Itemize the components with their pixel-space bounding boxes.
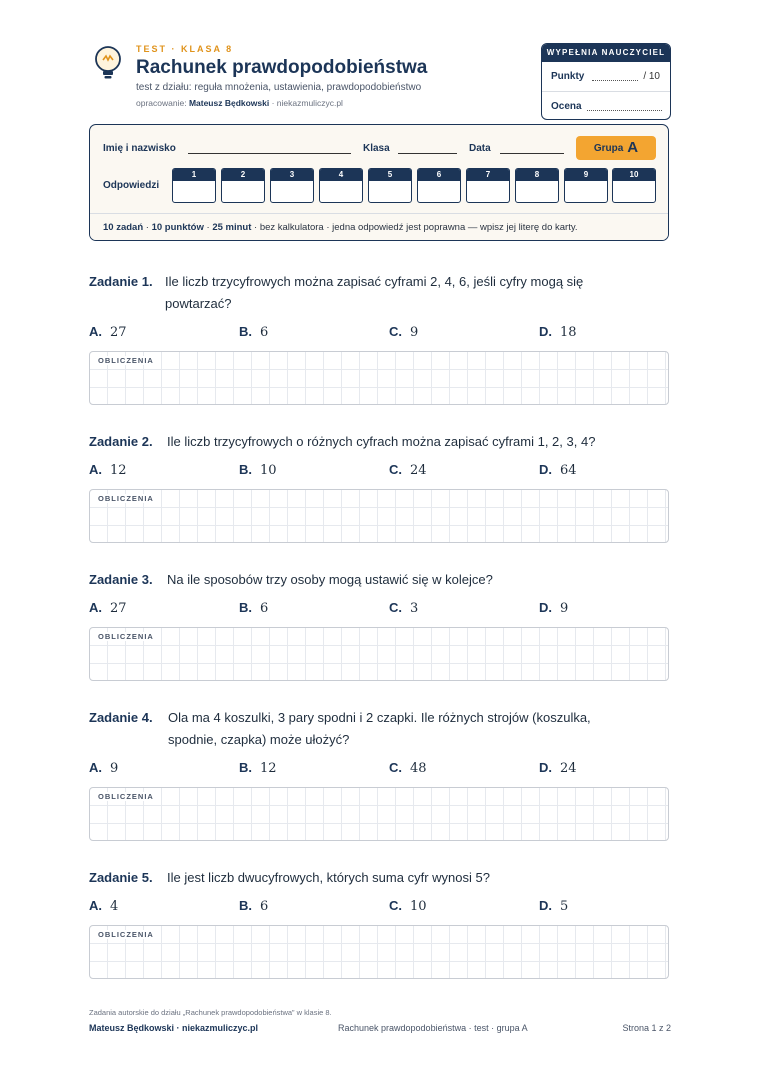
calc-label: OBLICZENIA: [98, 792, 154, 801]
task-text: Ile liczb trzycyfrowych o różnych cyfrach można zapisać cyframi 1, 2, 3, 4?: [167, 434, 596, 449]
option-letter: D.: [539, 324, 552, 339]
option-d[interactable]: [539, 600, 568, 616]
option-d[interactable]: [539, 898, 568, 914]
group-badge: [576, 136, 656, 160]
option-value: 64: [560, 463, 577, 478]
calculation-area[interactable]: [89, 627, 669, 681]
footer-note: Zadania autorskie do działu „Rachunek prawdopodobieństwa” w klasie 8.: [89, 1008, 332, 1017]
points-field[interactable]: [592, 80, 638, 81]
task-text: Ile jest liczb dwucyfrowych, których suma cyfr wynosi 5?: [167, 870, 490, 885]
date-field[interactable]: [500, 153, 564, 154]
option-c[interactable]: [389, 462, 427, 478]
option-value: 24: [410, 463, 427, 478]
page-subtitle: test z działu: reguła mnożenia, ustawienia, prawdopodobieństwo: [136, 82, 422, 93]
option-a[interactable]: [89, 600, 127, 616]
author-name: Mateusz Będkowski: [188, 98, 270, 108]
class-label: Klasa: [363, 143, 390, 154]
answer-number: 2: [222, 169, 264, 181]
option-letter: B.: [239, 324, 252, 339]
option-value: 48: [410, 761, 427, 776]
option-value: 6: [260, 899, 269, 914]
calc-label: OBLICZENIA: [98, 930, 154, 939]
option-value: 6: [260, 325, 269, 340]
class-field[interactable]: [398, 153, 457, 154]
answer-number: 3: [271, 169, 313, 181]
author-line: [136, 98, 343, 108]
calculation-area[interactable]: [89, 925, 669, 979]
option-letter: C.: [389, 760, 402, 775]
task-label: Zadanie 2.: [89, 434, 153, 449]
author-prefix: opracowanie:: [136, 98, 187, 108]
calc-label: OBLICZENIA: [98, 632, 154, 641]
page-title: Rachunek prawdopodobieństwa: [136, 57, 428, 78]
calculation-area[interactable]: [89, 787, 669, 841]
option-value: 9: [410, 325, 419, 340]
option-b[interactable]: [239, 760, 277, 776]
test-info: 10 zadań · 10 punktów · 25 minut · bez kalkulatora · jedna odpowiedź jest poprawna — wpisz jej literę do karty.: [90, 213, 668, 241]
option-a[interactable]: [89, 324, 127, 340]
option-letter: A.: [89, 898, 102, 913]
option-letter: A.: [89, 324, 102, 339]
info-tasks: 10 zadań: [103, 222, 144, 233]
option-value: 4: [110, 899, 119, 914]
test-kicker: TEST · KLASA 8: [136, 44, 234, 54]
option-b[interactable]: [239, 600, 268, 616]
option-value: 24: [560, 761, 577, 776]
option-letter: A.: [89, 462, 102, 477]
footer-title: Rachunek prawdopodobieństwa · test · grupa A: [338, 1023, 528, 1033]
calculation-area[interactable]: [89, 489, 669, 543]
grade-field[interactable]: [587, 110, 662, 111]
option-value: 9: [560, 601, 569, 616]
group-label: Grupa: [593, 143, 624, 154]
task-label: Zadanie 5.: [89, 870, 153, 885]
option-c[interactable]: [389, 898, 427, 914]
answer-number: 1: [173, 169, 215, 181]
info-points: 10 punktów: [151, 222, 204, 233]
name-label: Imię i nazwisko: [103, 143, 176, 154]
option-value: 12: [260, 761, 277, 776]
answer-box-4[interactable]: [319, 168, 363, 203]
option-letter: B.: [239, 760, 252, 775]
answer-number: 6: [418, 169, 460, 181]
answer-box-9[interactable]: [564, 168, 608, 203]
option-letter: A.: [89, 600, 102, 615]
answer-box-7[interactable]: [466, 168, 510, 203]
option-b[interactable]: [239, 462, 277, 478]
group-letter: A: [627, 139, 639, 156]
task-label: Zadanie 4.: [89, 710, 153, 725]
option-b[interactable]: [239, 898, 268, 914]
option-c[interactable]: [389, 600, 418, 616]
teacher-box-heading: WYPEŁNIA NAUCZYCIEL: [542, 44, 670, 62]
calc-label: OBLICZENIA: [98, 494, 154, 503]
option-value: 9: [110, 761, 119, 776]
option-letter: B.: [239, 600, 252, 615]
task-label: Zadanie 3.: [89, 572, 153, 587]
task-label: Zadanie 1.: [89, 274, 153, 289]
answer-box-2[interactable]: [221, 168, 265, 203]
option-letter: C.: [389, 324, 402, 339]
option-value: 27: [110, 325, 127, 340]
author-site: · niekazmuliczyc.pl: [269, 98, 343, 108]
option-letter: B.: [239, 462, 252, 477]
grade-label: Ocena: [551, 101, 582, 112]
option-value: 3: [410, 601, 419, 616]
answer-number: 7: [467, 169, 509, 181]
option-b[interactable]: [239, 324, 268, 340]
option-letter: D.: [539, 898, 552, 913]
option-a[interactable]: [89, 898, 118, 914]
option-value: 18: [560, 325, 577, 340]
answer-box-1[interactable]: [172, 168, 216, 203]
teacher-box: [541, 43, 671, 120]
option-value: 27: [110, 601, 127, 616]
option-value: 5: [560, 899, 569, 914]
option-c[interactable]: [389, 760, 427, 776]
option-value: 6: [260, 601, 269, 616]
option-letter: C.: [389, 600, 402, 615]
info-rest: · bez kalkulatora · jedna odpowiedź jest poprawna — wpisz jej literę do karty.: [251, 222, 578, 233]
option-d[interactable]: [539, 324, 577, 340]
grade-row: [542, 91, 670, 120]
student-card: [89, 124, 669, 241]
points-row: [542, 62, 670, 91]
date-label: Data: [469, 143, 491, 154]
answer-number: 10: [613, 169, 655, 181]
option-value: 10: [410, 899, 427, 914]
option-value: 10: [260, 463, 277, 478]
answer-number: 5: [369, 169, 411, 181]
answers-label: Odpowiedzi: [103, 180, 160, 191]
name-field[interactable]: [188, 153, 351, 154]
task-text: Ile liczb trzycyfrowych można zapisać cyframi 2, 4, 6, jeśli cyfry mogą się powtarzać?: [165, 274, 584, 311]
option-letter: D.: [539, 600, 552, 615]
option-a[interactable]: [89, 760, 118, 776]
footer-author: Mateusz Będkowski · niekazmuliczyc.pl: [89, 1023, 259, 1033]
task-text: Na ile sposobów trzy osoby mogą ustawić się w kolejce?: [167, 572, 493, 587]
lightbulb-logo-icon: [92, 45, 124, 81]
points-total: / 10: [643, 71, 660, 82]
calc-label: OBLICZENIA: [98, 356, 154, 365]
answer-box-5[interactable]: [368, 168, 412, 203]
option-value: 12: [110, 463, 127, 478]
option-letter: D.: [539, 760, 552, 775]
option-letter: B.: [239, 898, 252, 913]
option-letter: D.: [539, 462, 552, 477]
calculation-area[interactable]: [89, 351, 669, 405]
answer-number: 9: [565, 169, 607, 181]
points-label: Punkty: [551, 71, 585, 82]
answer-number: 8: [516, 169, 558, 181]
option-letter: C.: [389, 898, 402, 913]
info-time: 25 minut: [212, 222, 252, 233]
option-d[interactable]: [539, 760, 577, 776]
answer-number: 4: [320, 169, 362, 181]
option-d[interactable]: [539, 462, 577, 478]
task-text: Ola ma 4 koszulki, 3 pary spodni i 2 czapki. Ile różnych strojów (koszulka, spodnie, czapka) może ułożyć?: [168, 710, 591, 747]
answer-box-6[interactable]: [417, 168, 461, 203]
answer-box-3[interactable]: [270, 168, 314, 203]
option-c[interactable]: [389, 324, 418, 340]
answer-box-8[interactable]: [515, 168, 559, 203]
page-number: Strona 1 z 2: [622, 1023, 671, 1033]
option-a[interactable]: [89, 462, 127, 478]
option-letter: C.: [389, 462, 402, 477]
answer-box-10[interactable]: [612, 168, 656, 203]
option-letter: A.: [89, 760, 102, 775]
